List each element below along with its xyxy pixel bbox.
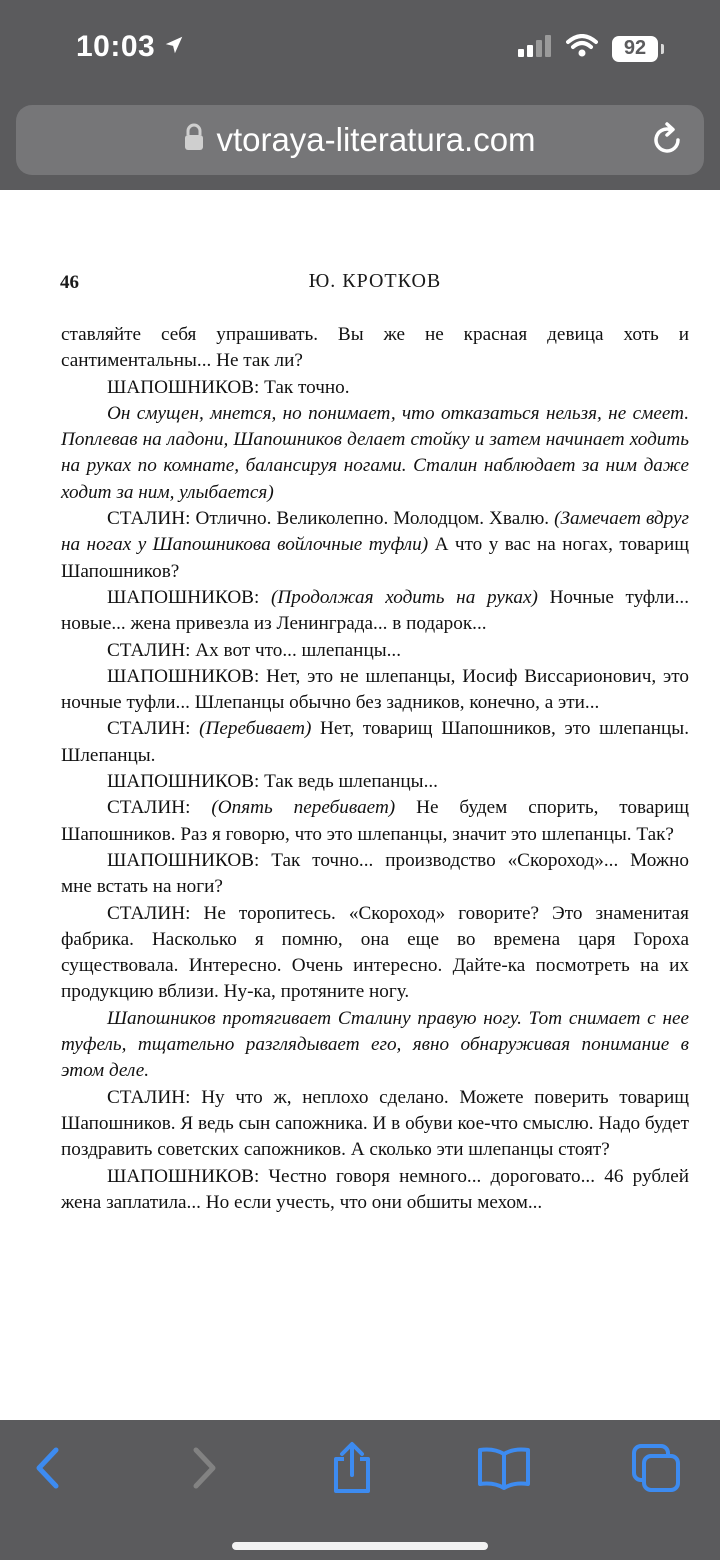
text-line: ШАПОШНИКОВ: Так точно. [107,376,350,398]
dialogue-line: Ночные туфли... новые... жена привезла из Ленинграда... в подарок... [61,586,689,635]
home-indicator [232,1542,488,1550]
tabs-icon [630,1443,682,1493]
text-line: СТАЛИН: Ах вот что... шлепанцы... [107,639,402,661]
browser-top-bar [0,0,720,190]
text-line [61,716,689,769]
text-line [61,506,689,585]
address-bar[interactable] [16,105,704,175]
text-line: ставляйте себя упрашивать. Вы же не красная девица хоть и сантиментальны... Не так ли? [61,324,689,372]
dialogue-line: Не будем спорить, товарищ Шапошников. Раз я говорю, что это шлепанцы, значит это шлепанцы. Так? [61,797,689,845]
stage-direction: Он смущен, мнется, но понимает, что отказаться нельзя, не смеет. Поплевав на ладони, Шапошников делает стойку и затем начинает ходить на руках по комнате, балансируя ногами. Сталин наблюдает за ним даже ходит за ним, улыбается) [61,402,689,503]
chevron-right-icon [187,1446,221,1490]
text-line: ШАПОШНИКОВ: Честно говоря немного... дороговато... 46 рублей жена заплатила... Но если учесть, что они обшиты мехом... [61,1165,689,1213]
text-line: ШАПОШНИКОВ: Так точно... производство «Скороход»... Можно мне встать на ноги? [61,849,689,898]
text-line: СТАЛИН: Не торопитесь. «Скороход» говорите? Это знаменитая фабрика. Насколько я помню, она еще во времена царя Гороха существовала. Интересно. Очень интересно. Дайте-ка посмотреть на их продукцию вблизи. Ну-ка, протяните ногу. [61,902,689,1003]
speaker: СТАЛИН: [107,718,200,740]
cellular-signal-icon [518,35,552,62]
status-icons [518,34,658,63]
stage-direction: (Перебивает) [199,718,312,740]
speaker: ШАПОШНИКОВ: [107,586,272,608]
wifi-icon [566,34,598,63]
text-line: ШАПОШНИКОВ: Так ведь шлепанцы... [107,771,438,793]
location-arrow-icon [163,30,185,64]
lock-icon [184,121,204,159]
browser-toolbar [0,1420,720,1560]
running-head: Ю. КРОТКОВ [308,270,442,292]
status-time [76,30,185,64]
battery-level: 92 [623,37,647,59]
stage-direction: (Опять перебивает) [211,797,396,819]
chevron-left-icon [31,1446,65,1490]
tabs-button[interactable] [626,1438,686,1498]
text-line [61,795,689,848]
back-button[interactable] [18,1438,78,1498]
page-text [61,322,689,1216]
reload-icon[interactable] [648,121,686,164]
book-icon [476,1446,532,1490]
stage-direction: (Замечает вдруг на ногах у Шапошникова войлочные туфли) [61,508,689,556]
stage-direction: (Продолжая ходить на руках) [271,586,538,608]
battery-indicator [612,36,658,62]
share-button[interactable] [322,1438,382,1498]
text-line: ШАПОШНИКОВ: Нет, это не шлепанцы, Иосиф Виссарионович, это ночные туфли... Шлепанцы обычно без задников, конечно, а эти... [61,665,689,714]
forward-button[interactable] [174,1438,234,1498]
dialogue-line: А что у вас на ногах, товарищ Шапошников? [61,534,690,582]
page-number: 46 [60,272,79,293]
text-line [61,585,689,638]
url-text: vtoraya-literatura.com [216,121,536,158]
speaker: СТАЛИН: [107,797,212,819]
share-icon [328,1441,376,1495]
text-line: СТАЛИН: Ну что ж, неплохо сделано. Можете поверить товарищ Шапошников. Я ведь сын сапожника. И в обуви кое-что смыслю. Надо будет поздравить советских сапожников. А сколько эти шлепанцы стоят? [61,1086,689,1161]
stage-direction: Шапошников протягивает Сталину правую ногу. Тот снимает с нее туфель, тщательно разглядывает его, явно обнаруживая понимание в этом деле. [61,1007,689,1082]
book-page[interactable] [0,190,720,1420]
status-time-text: 10:03 [76,30,156,63]
dialogue-line: Нет, товарищ Шапошников, это шлепанцы. Шлепанцы. [61,718,689,766]
dialogue-line: СТАЛИН: Отлично. Великолепно. Молодцом. Хвалю. [107,508,555,530]
bookmarks-button[interactable] [474,1438,534,1498]
